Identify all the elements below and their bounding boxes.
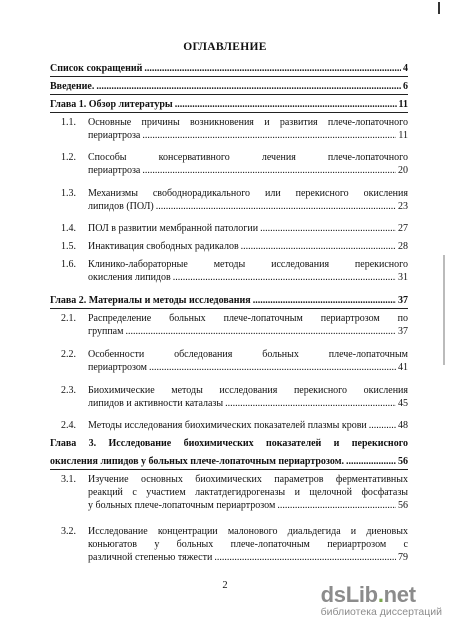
- toc-entry-title-line: ПОЛ в развитии мембранной патологии: [88, 223, 259, 234]
- section-number: 2.2.: [61, 349, 76, 360]
- scan-artifact: [438, 2, 440, 14]
- rule-divider: [50, 94, 408, 95]
- toc-entry-3-1[interactable]: [50, 473, 408, 512]
- watermark-logo[interactable]: [321, 582, 442, 618]
- toc-entry-title-line: Механизмы свободнорадикального или перекисного окисления: [88, 188, 408, 199]
- toc-leader: [156, 200, 396, 213]
- toc-entry-title-line: коньюгатов у больных плече-лопаточным периартрозом с: [88, 539, 408, 550]
- section-number: 1.1.: [61, 117, 76, 128]
- rule-divider: [50, 308, 408, 309]
- watermark-tagline: библиотека диссертаций: [320, 606, 442, 618]
- toc-entry-title-line: периартроза: [88, 130, 141, 141]
- toc-page-number: 37: [398, 295, 408, 306]
- section-number: 2.3.: [61, 385, 76, 396]
- toc-entry-1-3[interactable]: [50, 187, 408, 213]
- toc-page-number: 45: [398, 398, 408, 409]
- toc-leader: [173, 271, 396, 284]
- toc-entry-1-4[interactable]: [50, 222, 408, 235]
- watermark-brand-tld: net: [383, 582, 416, 607]
- toc-entry-1-5[interactable]: [50, 240, 408, 253]
- rule-divider: [50, 469, 408, 470]
- toc-page-number: 41: [398, 362, 408, 373]
- rule-divider: [50, 112, 408, 113]
- toc-leader: [214, 551, 396, 564]
- toc-entry-title: Список сокращений: [50, 63, 143, 74]
- toc-leader: [241, 240, 396, 253]
- toc-entry-1-2[interactable]: [50, 151, 408, 177]
- toc-entry-title-line: окисления липидов: [88, 272, 171, 283]
- toc-entry-title-line: различной степенью тяжести: [88, 552, 213, 563]
- toc-entry-abbreviations[interactable]: [50, 62, 408, 75]
- toc-entry-title: Введение.: [50, 81, 95, 92]
- toc-entry-chapter-3[interactable]: [50, 437, 408, 468]
- toc-entry-title-line: Изучение основных биохимических параметров ферментативных: [88, 474, 408, 485]
- toc-entry-1-1[interactable]: [50, 116, 408, 142]
- toc-entry-3-2[interactable]: [50, 525, 408, 564]
- toc-entry-title-line: Распределение больных плече-лопаточным периартрозом по: [88, 313, 408, 324]
- toc-page-number: 11: [398, 130, 408, 141]
- toc-page-number: 79: [398, 552, 408, 563]
- toc-leader: [142, 129, 396, 142]
- toc-entry-chapter-1[interactable]: [50, 98, 408, 111]
- section-number: 2.1.: [61, 313, 76, 324]
- toc-entry-title: Глава 2. Материалы и методы исследования: [50, 295, 251, 306]
- toc-page-number: 6: [403, 81, 408, 92]
- toc-entry-2-4[interactable]: [50, 419, 408, 432]
- toc-entry-2-2[interactable]: [50, 348, 408, 374]
- toc-leader: [277, 499, 396, 512]
- toc-entry-title: Глава 1. Обзор литературы: [50, 99, 173, 110]
- toc-leader: [260, 222, 396, 235]
- toc-entry-2-3[interactable]: [50, 384, 408, 410]
- section-number: 1.6.: [61, 259, 76, 270]
- toc-entry-title-line: Исследование концентрации малонового диальдегида и диеновых: [88, 526, 408, 537]
- toc-entry-title-line: Методы исследования биохимических показателей плазмы крови: [88, 420, 367, 431]
- toc-entry-title-line: Основные причины возникновения и развития плече-лопаточного: [88, 117, 408, 128]
- section-number: 1.3.: [61, 188, 76, 199]
- toc-page-number: 37: [398, 326, 408, 337]
- page-number: 2: [222, 580, 228, 591]
- toc-page-number: 23: [398, 201, 408, 212]
- toc-entry-2-1[interactable]: [50, 312, 408, 338]
- toc-entry-title-line: Биохимические методы исследования перекисного окисления: [88, 385, 408, 396]
- toc-page-number: 4: [403, 63, 408, 74]
- toc-heading: ОГЛАВЛЕНИЕ: [183, 41, 267, 53]
- section-number: 1.2.: [61, 152, 76, 163]
- toc-leader: [142, 164, 396, 177]
- toc-leader: [369, 419, 396, 432]
- toc-entry-title-line: Клинико-лабораторные методы исследования перекисного: [88, 259, 408, 270]
- toc-leader: [346, 455, 396, 468]
- toc-page-number: 20: [398, 165, 408, 176]
- toc-page-number: 56: [398, 456, 408, 467]
- watermark-brand-name: dsLib: [320, 582, 378, 607]
- watermark-brand-dot: .: [377, 582, 384, 607]
- rule-divider: [50, 76, 408, 77]
- section-number: 3.2.: [61, 526, 76, 537]
- toc-page-number: 48: [398, 420, 408, 431]
- section-number: 1.5.: [61, 241, 76, 252]
- toc-entry-title-line: группам: [88, 326, 124, 337]
- toc-entry-title-line: реакций с участием лактатдегидрогеназы и щелочной фосфатазы: [88, 487, 408, 498]
- section-number: 2.4.: [61, 420, 76, 431]
- watermark-brand: [321, 582, 442, 608]
- toc-entry-title-line: Способы консервативного лечения плече-лопаточного: [88, 152, 408, 163]
- toc-entry-title-line: липидов и активности каталазы: [88, 398, 224, 409]
- toc-leader: [225, 397, 396, 410]
- toc-page-number: 27: [398, 223, 408, 234]
- toc-leader: [149, 361, 396, 374]
- section-number: 1.4.: [61, 223, 76, 234]
- toc-entry-title-line: окисления липидов у больных плече-лопаточным периартрозом.: [50, 456, 345, 467]
- toc-entry-title-line: периартрозом: [88, 362, 147, 373]
- toc-leader: [144, 62, 401, 75]
- toc-entry-title-line: Глава 3. Исследование биохимических показателей и перекисного: [50, 438, 408, 449]
- toc-entry-1-6[interactable]: [50, 258, 408, 284]
- toc-page-number: 56: [398, 500, 408, 511]
- scan-artifact: [443, 255, 445, 365]
- toc-leader: [96, 80, 401, 93]
- toc-entry-title-line: липидов (ПОЛ): [88, 201, 154, 212]
- toc-page-number: 31: [398, 272, 408, 283]
- toc-entry-chapter-2[interactable]: [50, 294, 408, 307]
- toc-entry-title-line: Инактивация свободных радикалов: [88, 241, 239, 252]
- section-number: 3.1.: [61, 474, 76, 485]
- toc-entry-title-line: Особенности обследования больных плече-лопаточным: [88, 349, 408, 360]
- toc-leader: [253, 294, 396, 307]
- toc-page-number: 11: [398, 99, 408, 110]
- toc-page-number: 28: [398, 241, 408, 252]
- toc-leader: [175, 98, 397, 111]
- toc-entry-title-line: периартроза: [88, 165, 141, 176]
- toc-leader: [125, 325, 396, 338]
- toc-entry-introduction[interactable]: [50, 80, 408, 93]
- toc-entry-title-line: у больных плече-лопаточным периартрозом: [88, 500, 276, 511]
